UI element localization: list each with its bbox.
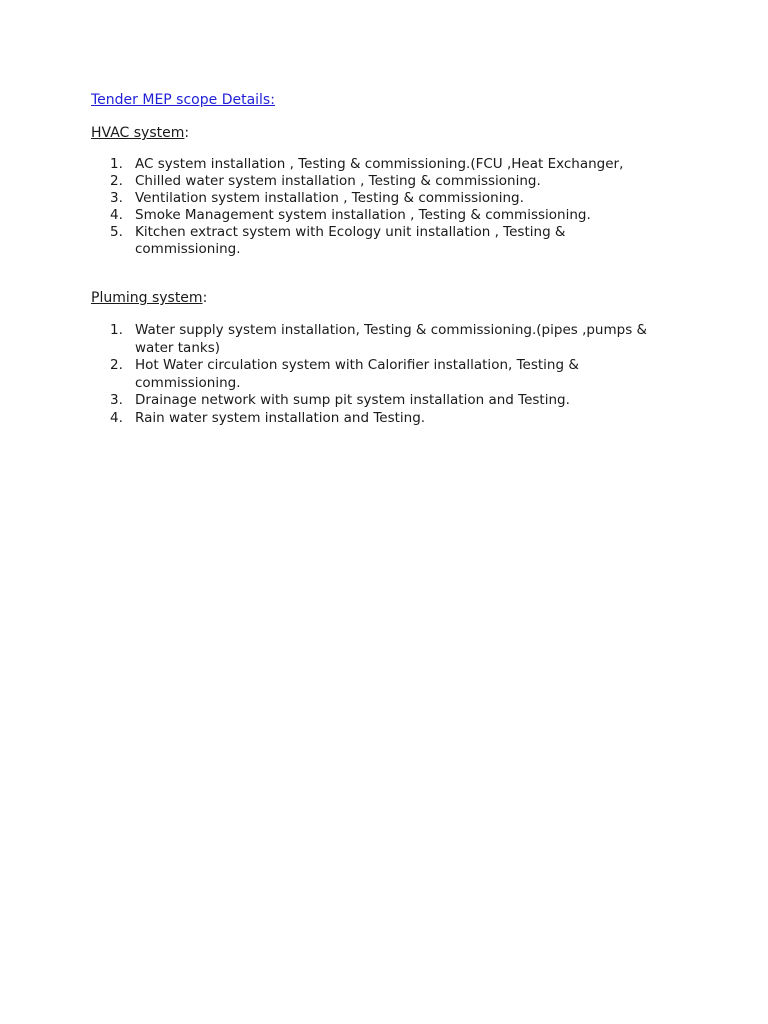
list-item-number: 1. bbox=[110, 156, 123, 172]
list-item-text: Rain water system installation and Testing. bbox=[135, 409, 426, 426]
list-item-number: 3. bbox=[110, 392, 123, 408]
hvac-scope-list bbox=[0, 156, 665, 258]
list-item-number: 2. bbox=[110, 357, 123, 373]
list-item-number: 4. bbox=[110, 207, 123, 223]
list-item bbox=[0, 207, 665, 224]
list-item bbox=[0, 392, 665, 410]
list-item bbox=[0, 224, 665, 258]
list-item-text: Water supply system installation, Testing & commissioning.(pipes ,pumps & water tanks) bbox=[135, 322, 648, 356]
list-item-text: Drainage network with sump pit system installation and Testing. bbox=[135, 392, 570, 408]
list-item-text: Ventilation system installation , Testing & commissioning. bbox=[135, 190, 524, 206]
list-item bbox=[0, 190, 665, 207]
hvac-heading-text: HVAC system bbox=[91, 125, 185, 141]
list-item-text: Kitchen extract system with Ecology unit installation , Testing & commissioning. bbox=[135, 224, 566, 257]
list-item bbox=[0, 173, 665, 190]
list-item bbox=[0, 322, 665, 357]
list-item-number: 4. bbox=[110, 409, 123, 426]
list-item bbox=[0, 156, 665, 173]
list-item bbox=[0, 357, 665, 392]
document-title: Tender MEP scope Details: bbox=[91, 92, 275, 108]
pluming-scope-list bbox=[0, 322, 665, 427]
list-item-number: 2. bbox=[110, 173, 123, 189]
list-item-number: 1. bbox=[110, 322, 123, 338]
list-item-text: Hot Water circulation system with Calorifier installation, Testing & commissioning. bbox=[135, 357, 579, 391]
list-item-number: 5. bbox=[110, 224, 123, 240]
list-item-number: 3. bbox=[110, 190, 123, 206]
pluming-heading-text: Pluming system bbox=[91, 290, 203, 306]
hvac-heading-colon: : bbox=[184, 125, 190, 141]
list-item-text: Smoke Management system installation , Testing & commissioning. bbox=[135, 207, 591, 223]
pluming-section-heading bbox=[91, 289, 207, 307]
pluming-heading-colon: : bbox=[202, 290, 208, 306]
list-item-text: Chilled water system installation , Testing & commissioning. bbox=[135, 173, 541, 189]
list-item bbox=[0, 410, 665, 428]
list-item-text: AC system installation , Testing & commissioning.(FCU ,Heat Exchanger, bbox=[135, 156, 624, 172]
hvac-section-heading bbox=[91, 124, 189, 142]
